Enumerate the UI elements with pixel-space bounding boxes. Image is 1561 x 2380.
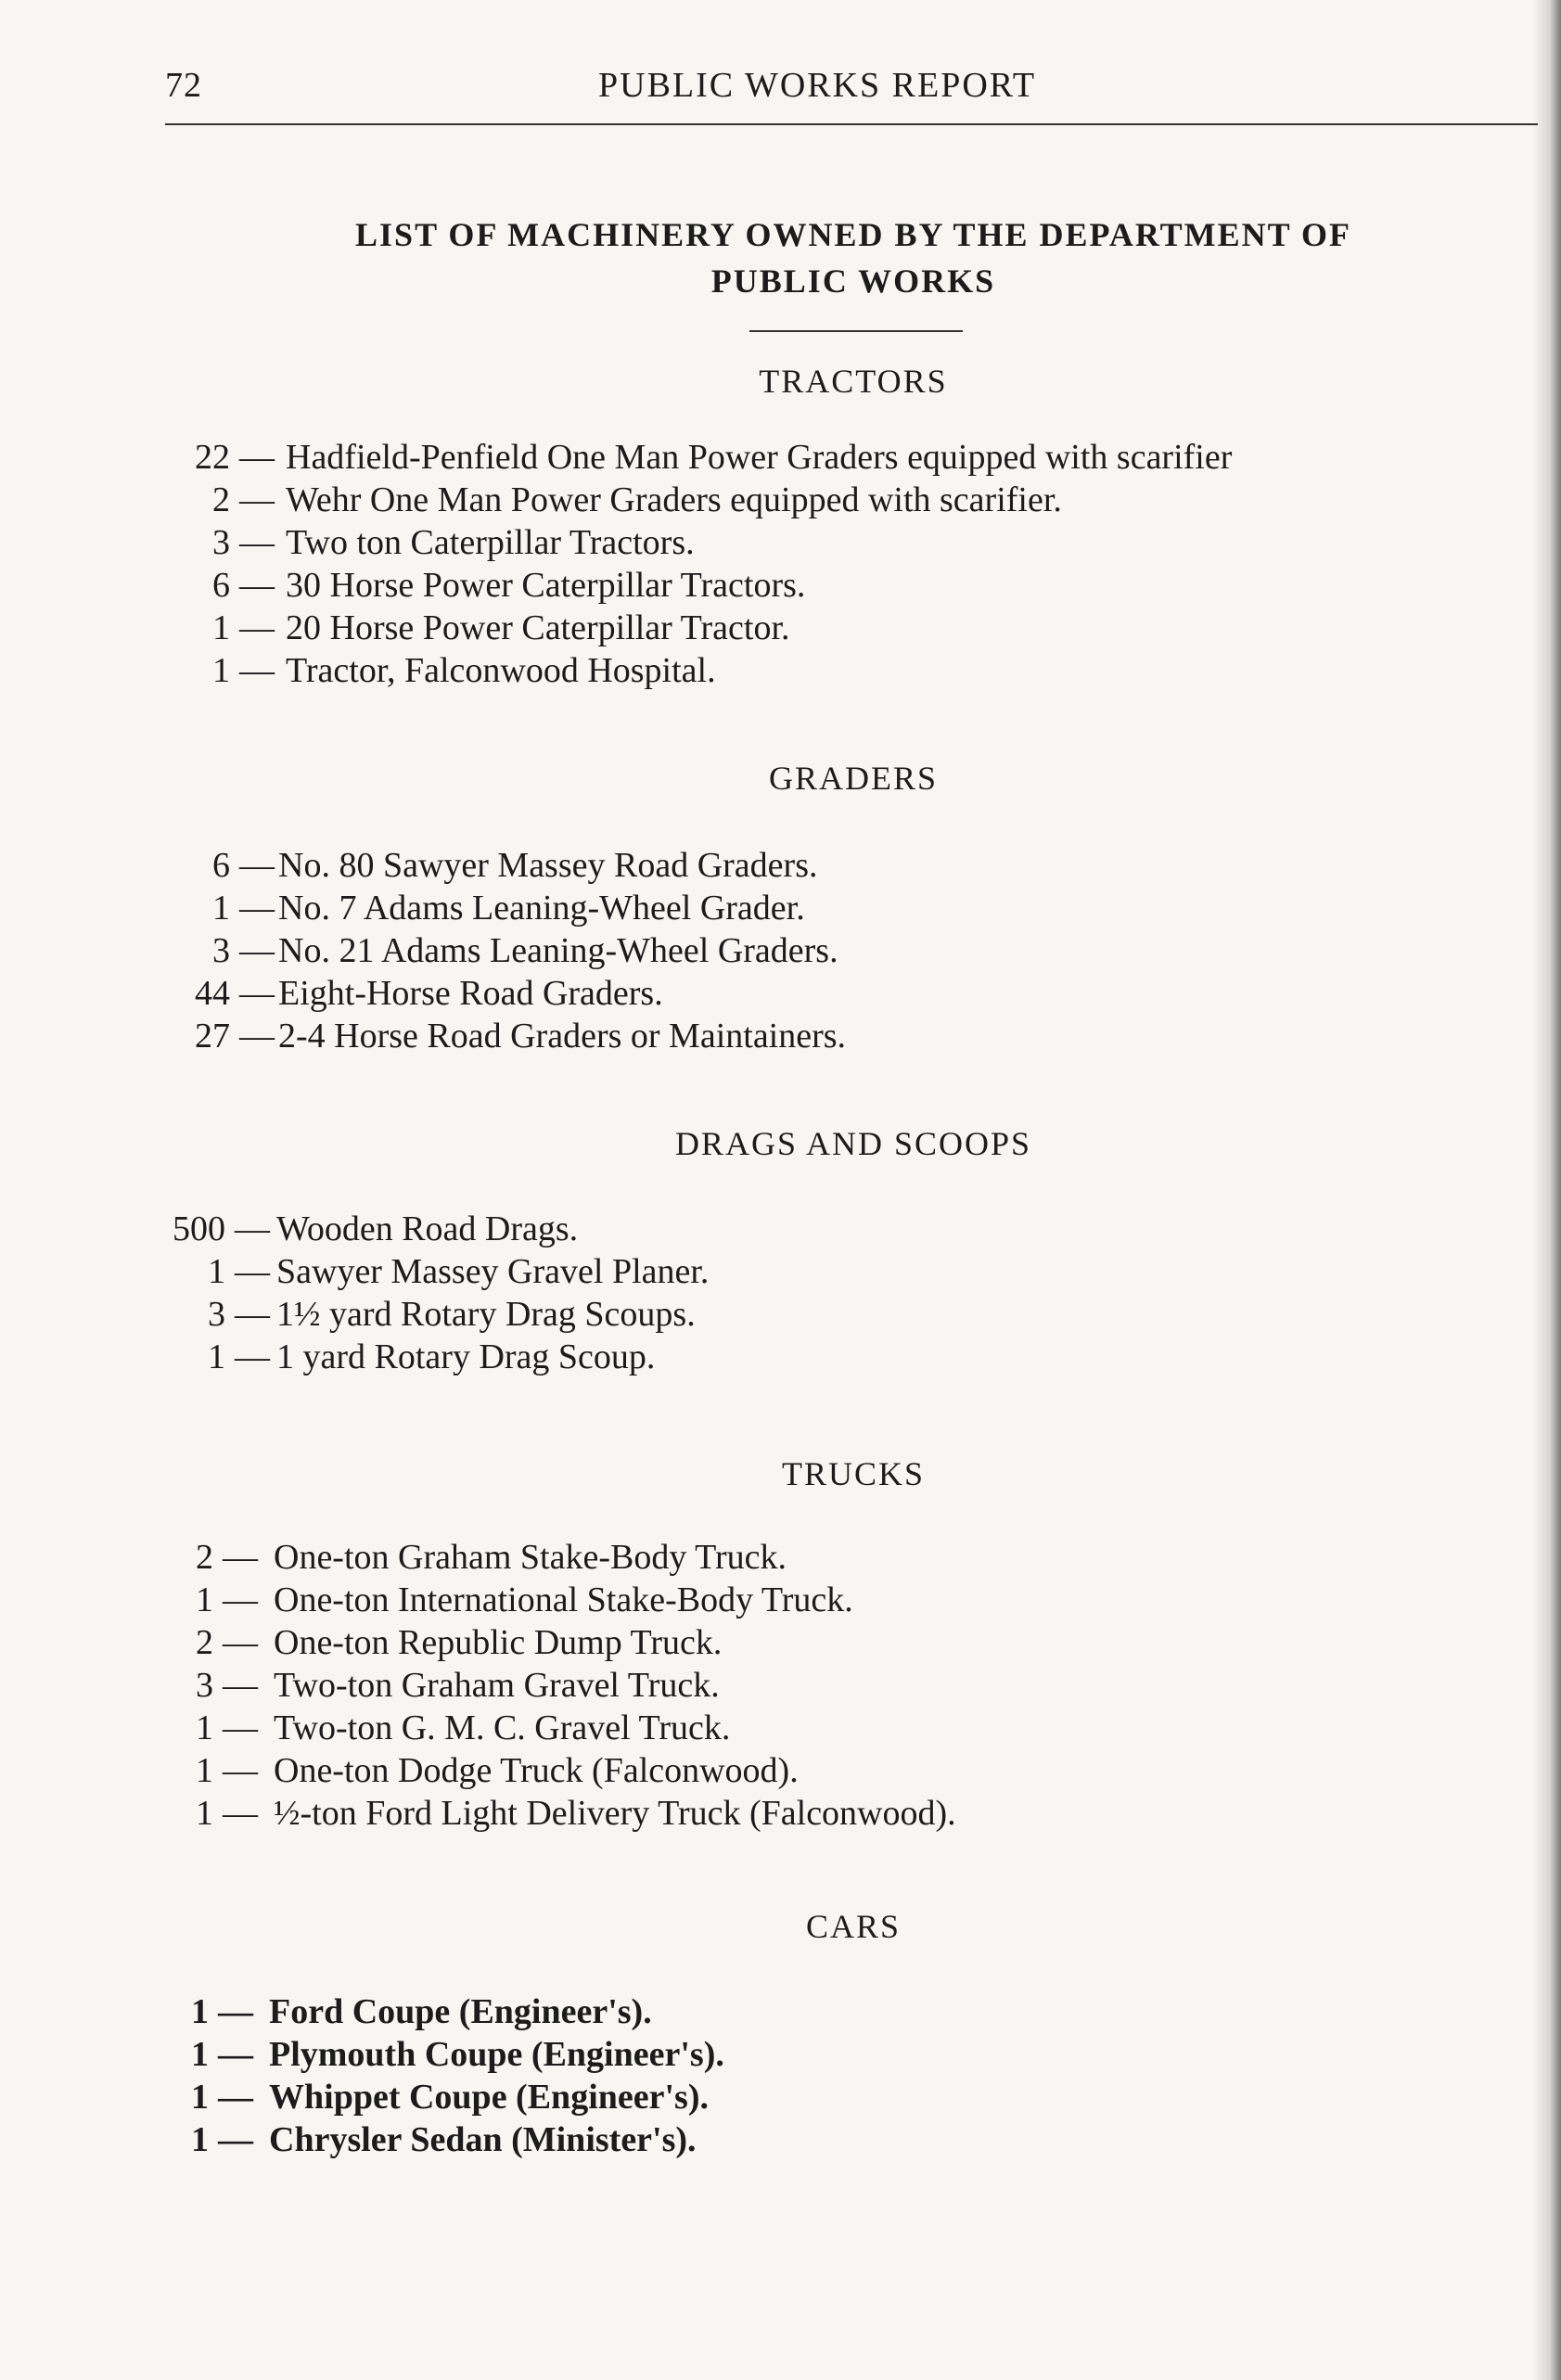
item-dash: — <box>218 1992 253 2031</box>
item-dash: — <box>235 1252 270 1291</box>
item-dash: — <box>218 2035 253 2074</box>
item-quantity: 1 <box>191 2035 209 2074</box>
item-quantity: 1 <box>196 1751 213 1790</box>
page-title-line-1: LIST OF MACHINERY OWNED BY THE DEPARTMENT OF <box>355 216 1351 253</box>
item-dash: — <box>223 1751 258 1790</box>
item-quantity: 1 <box>191 2078 209 2117</box>
list-item <box>0 1707 1561 1749</box>
item-description: 2-4 Horse Road Graders or Maintainers. <box>278 1017 847 1056</box>
item-dash: — <box>235 1337 270 1376</box>
item-dash: — <box>223 1538 258 1577</box>
item-dash: — <box>239 651 275 690</box>
item-quantity: 27 <box>195 1017 230 1056</box>
item-description: One-ton International Stake-Body Truck. <box>274 1580 853 1619</box>
list-item <box>0 479 1561 521</box>
item-dash: — <box>218 2078 253 2117</box>
item-quantity: 1 <box>196 1580 213 1619</box>
item-description: 30 Horse Power Caterpillar Tractors. <box>286 566 806 605</box>
item-quantity: 1 <box>191 1992 209 2031</box>
item-quantity: 44 <box>195 974 230 1013</box>
item-description: Hadfield-Penfield One Man Power Graders equipped with scarifier <box>286 438 1233 477</box>
item-quantity: 1 <box>212 889 230 928</box>
item-description: Two ton Caterpillar Tractors. <box>286 523 695 562</box>
list-graders <box>0 844 1561 1057</box>
list-item <box>0 1250 1561 1293</box>
list-item <box>0 1664 1561 1707</box>
item-dash: — <box>239 608 275 647</box>
item-description: Ford Coupe (Engineer's). <box>269 1992 652 2031</box>
item-quantity: 2 <box>212 480 230 519</box>
item-quantity: 3 <box>208 1295 225 1334</box>
item-description: Sawyer Massey Gravel Planer. <box>276 1252 710 1291</box>
running-title: PUBLIC WORKS REPORT <box>598 66 1037 105</box>
item-dash: — <box>223 1708 258 1747</box>
item-quantity: 3 <box>212 931 230 970</box>
list-item <box>0 607 1561 649</box>
item-quantity: 1 <box>212 608 230 647</box>
item-dash: — <box>239 566 275 605</box>
item-quantity: 2 <box>196 1623 213 1662</box>
list-item <box>0 844 1561 887</box>
page-title-line-2: PUBLIC WORKS <box>710 262 996 300</box>
list-item <box>0 1293 1561 1336</box>
list-tractors <box>0 436 1561 692</box>
item-quantity: 1 <box>196 1794 213 1833</box>
item-description: Two-ton G. M. C. Gravel Truck. <box>274 1708 731 1747</box>
item-quantity: 1 <box>191 2120 209 2159</box>
header-rule <box>165 123 1538 125</box>
list-cars <box>0 1990 1561 2161</box>
list-item <box>0 2118 1561 2161</box>
item-description: Eight-Horse Road Graders. <box>278 974 663 1013</box>
list-trucks <box>0 1536 1561 1835</box>
item-description: No. 21 Adams Leaning-Wheel Graders. <box>278 931 838 970</box>
item-dash: — <box>239 480 275 519</box>
list-item <box>0 1015 1561 1057</box>
item-dash: — <box>223 1623 258 1662</box>
item-quantity: 6 <box>212 846 230 885</box>
item-description: Two-ton Graham Gravel Truck. <box>274 1666 720 1705</box>
item-quantity: 2 <box>196 1538 213 1577</box>
item-description: Wooden Road Drags. <box>276 1209 579 1248</box>
section-heading-tractors: TRACTORS <box>759 363 948 400</box>
item-dash: — <box>239 846 275 885</box>
item-description: 20 Horse Power Caterpillar Tractor. <box>286 608 790 647</box>
list-item <box>0 521 1561 564</box>
item-dash: — <box>239 931 275 970</box>
item-dash: — <box>239 438 275 477</box>
item-quantity: 6 <box>212 566 230 605</box>
item-quantity: 500 <box>173 1209 225 1248</box>
item-description: Chrysler Sedan (Minister's). <box>269 2120 697 2159</box>
item-dash: — <box>223 1794 258 1833</box>
list-item <box>0 2033 1561 2076</box>
item-quantity: 1 <box>212 651 230 690</box>
list-item <box>0 929 1561 972</box>
item-description: 1 yard Rotary Drag Scoup. <box>276 1337 656 1376</box>
list-item <box>0 1336 1561 1378</box>
item-quantity: 1 <box>196 1708 213 1747</box>
page-number: 72 <box>165 66 202 105</box>
item-description: One-ton Dodge Truck (Falconwood). <box>274 1751 799 1790</box>
list-item <box>0 1990 1561 2033</box>
item-quantity: 3 <box>196 1666 213 1705</box>
list-item <box>0 1621 1561 1664</box>
list-item <box>0 887 1561 929</box>
item-description: Tractor, Falconwood Hospital. <box>286 651 716 690</box>
item-description: ½-ton Ford Light Delivery Truck (Falconwood). <box>274 1794 956 1833</box>
item-description: One-ton Graham Stake-Body Truck. <box>274 1538 787 1577</box>
item-quantity: 1 <box>208 1252 225 1291</box>
item-dash: — <box>235 1209 270 1248</box>
item-description: Wehr One Man Power Graders equipped with scarifier. <box>286 480 1062 519</box>
item-description: Plymouth Coupe (Engineer's). <box>269 2035 724 2074</box>
page-title <box>167 211 1540 304</box>
list-item <box>0 1792 1561 1835</box>
item-dash: — <box>239 523 275 562</box>
item-description: 1½ yard Rotary Drag Scoups. <box>276 1295 696 1334</box>
list-item <box>0 436 1561 479</box>
item-dash: — <box>235 1295 270 1334</box>
item-quantity: 22 <box>195 438 230 477</box>
list-item <box>0 1749 1561 1792</box>
list-item <box>0 1208 1561 1250</box>
item-description: No. 80 Sawyer Massey Road Graders. <box>278 846 818 885</box>
list-item <box>0 564 1561 607</box>
item-description: No. 7 Adams Leaning-Wheel Grader. <box>278 889 805 928</box>
item-description: One-ton Republic Dump Truck. <box>274 1623 723 1662</box>
list-item <box>0 649 1561 692</box>
item-quantity: 3 <box>212 523 230 562</box>
item-dash: — <box>218 2120 253 2159</box>
list-item <box>0 2076 1561 2118</box>
item-dash: — <box>223 1666 258 1705</box>
list-item <box>0 1579 1561 1621</box>
item-dash: — <box>239 889 275 928</box>
item-dash: — <box>239 1017 275 1056</box>
item-dash: — <box>223 1580 258 1619</box>
list-item <box>0 1536 1561 1579</box>
list-item <box>0 972 1561 1015</box>
title-rule <box>749 330 963 332</box>
section-heading-cars: CARS <box>805 1908 902 1945</box>
item-quantity: 1 <box>208 1337 225 1376</box>
section-heading-graders: GRADERS <box>768 760 939 797</box>
running-header <box>0 65 1561 121</box>
list-drags-and-scoops <box>0 1208 1561 1378</box>
item-description: Whippet Coupe (Engineer's). <box>269 2078 709 2117</box>
section-heading-trucks: TRUCKS <box>781 1455 926 1492</box>
section-heading-drags-and-scoops: DRAGS AND SCOOPS <box>674 1125 1032 1162</box>
item-dash: — <box>239 974 275 1013</box>
